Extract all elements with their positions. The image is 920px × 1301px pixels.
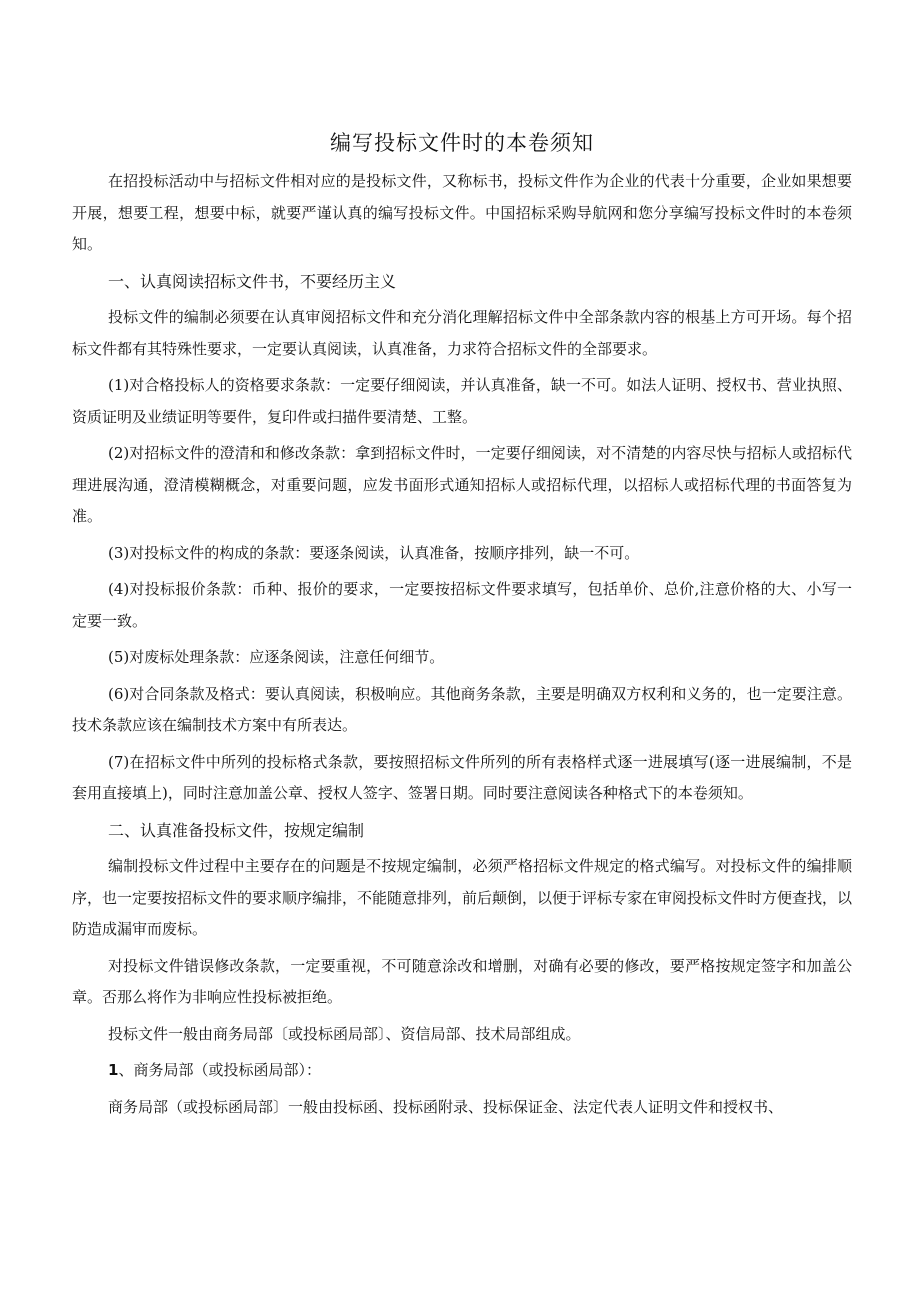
subheading-number: 1 xyxy=(108,1061,119,1079)
list-item-1: (1)对合格投标人的资格要求条款：一定要仔细阅读，并认真准备，缺一不可。如法人证明、授权书、营业执照、资质证明及业绩证明等要件，复印件或扫描件要清楚、工整。 xyxy=(72,376,852,426)
document-title: 编写投标文件时的本卷须知 xyxy=(330,131,594,155)
list-item-5: (5)对废标处理条款：应逐条阅读，注意任何细节。 xyxy=(108,648,445,666)
paragraph-corrections: 对投标文件错误修改条款，一定要重视，不可随意涂改和增删，对确有必要的修改，要严格按规定签字和加盖公章。否那么将作为非响应性投标被拒绝。 xyxy=(72,956,852,1006)
document-body xyxy=(72,166,852,1128)
section-heading-2: 二、认真准备投标文件，按规定编制 xyxy=(108,820,365,840)
subheading-commercial xyxy=(72,1055,852,1087)
intro-paragraph: 在招投标活动中与招标文件相对应的是投标文件，又称标书，投标文件作为企业的代表十分重要，企业如果想要开展，想要工程，想要中标，就要严谨认真的编写投标文件。中国招标采购导航网和您分享编写投标文件时的本卷须知。 xyxy=(72,172,852,253)
paragraph-section-2-intro: 编制投标文件过程中主要存在的问题是不按规定编制，必须严格招标文件规定的格式编写。对投标文件的编排顺序，也一定要按招标文件的要求顺序编排，不能随意排列，前后颠倒，以便于评标专家在审阅投标文件时方便查找，以防造成漏审而废标。 xyxy=(72,857,853,938)
paragraph-section-1-intro: 投标文件的编制必须要在认真审阅招标文件和充分消化理解招标文件中全部条款内容的根基上方可开场。每个招标文件都有其特殊性要求，一定要认真阅读，认真准备，力求符合招标文件的全部要求。 xyxy=(72,308,852,358)
list-item-4: (4)对投标报价条款：币种、报价的要求，一定要按招标文件要求填写，包括单价、总价,注意价格的大、小写一定要一致。 xyxy=(72,580,852,630)
paragraph-commercial: 商务局部（或投标函局部〕一般由投标函、投标函附录、投标保证金、法定代表人证明文件和授权书、 xyxy=(108,1097,784,1116)
list-item-2: (2)对招标文件的澄清和和修改条款：拿到招标文件时，一定要仔细阅读，对不清楚的内容尽快与招标人或招标代理进展沟通，澄清模糊概念，对重要问题，应发书面形式通知招标人或招标代理，以招标人或招标代理的书面答复为准。 xyxy=(72,444,852,525)
list-item-7: (7)在招标文件中所列的投标格式条款，要按照招标文件所列的所有表格样式逐一进展填写(逐一进展编制，不是套用直接填上)，同时注意加盖公章、授权人签字、签署日期。同时要注意阅读各种格式下的本卷须知。 xyxy=(72,752,852,802)
list-item-3: (3)对投标文件的构成的条款：要逐条阅读，认真准备，按顺序排列，缺一不可。 xyxy=(108,543,640,562)
subheading-text: 、商务局部（或投标函局部）： xyxy=(118,1061,321,1079)
section-heading-1: 一、认真阅读招标文件书，不要经历主义 xyxy=(108,271,397,291)
paragraph-composition: 投标文件一般由商务局部〔或投标函局部〕、资信局部、技术局部组成。 xyxy=(108,1024,581,1043)
list-item-6: (6)对合同条款及格式：要认真阅读，积极响应。其他商务条款，主要是明确双方权利和义务的，也一定要注意。技术条款应该在编制技术方案中有所表达。 xyxy=(72,684,852,734)
